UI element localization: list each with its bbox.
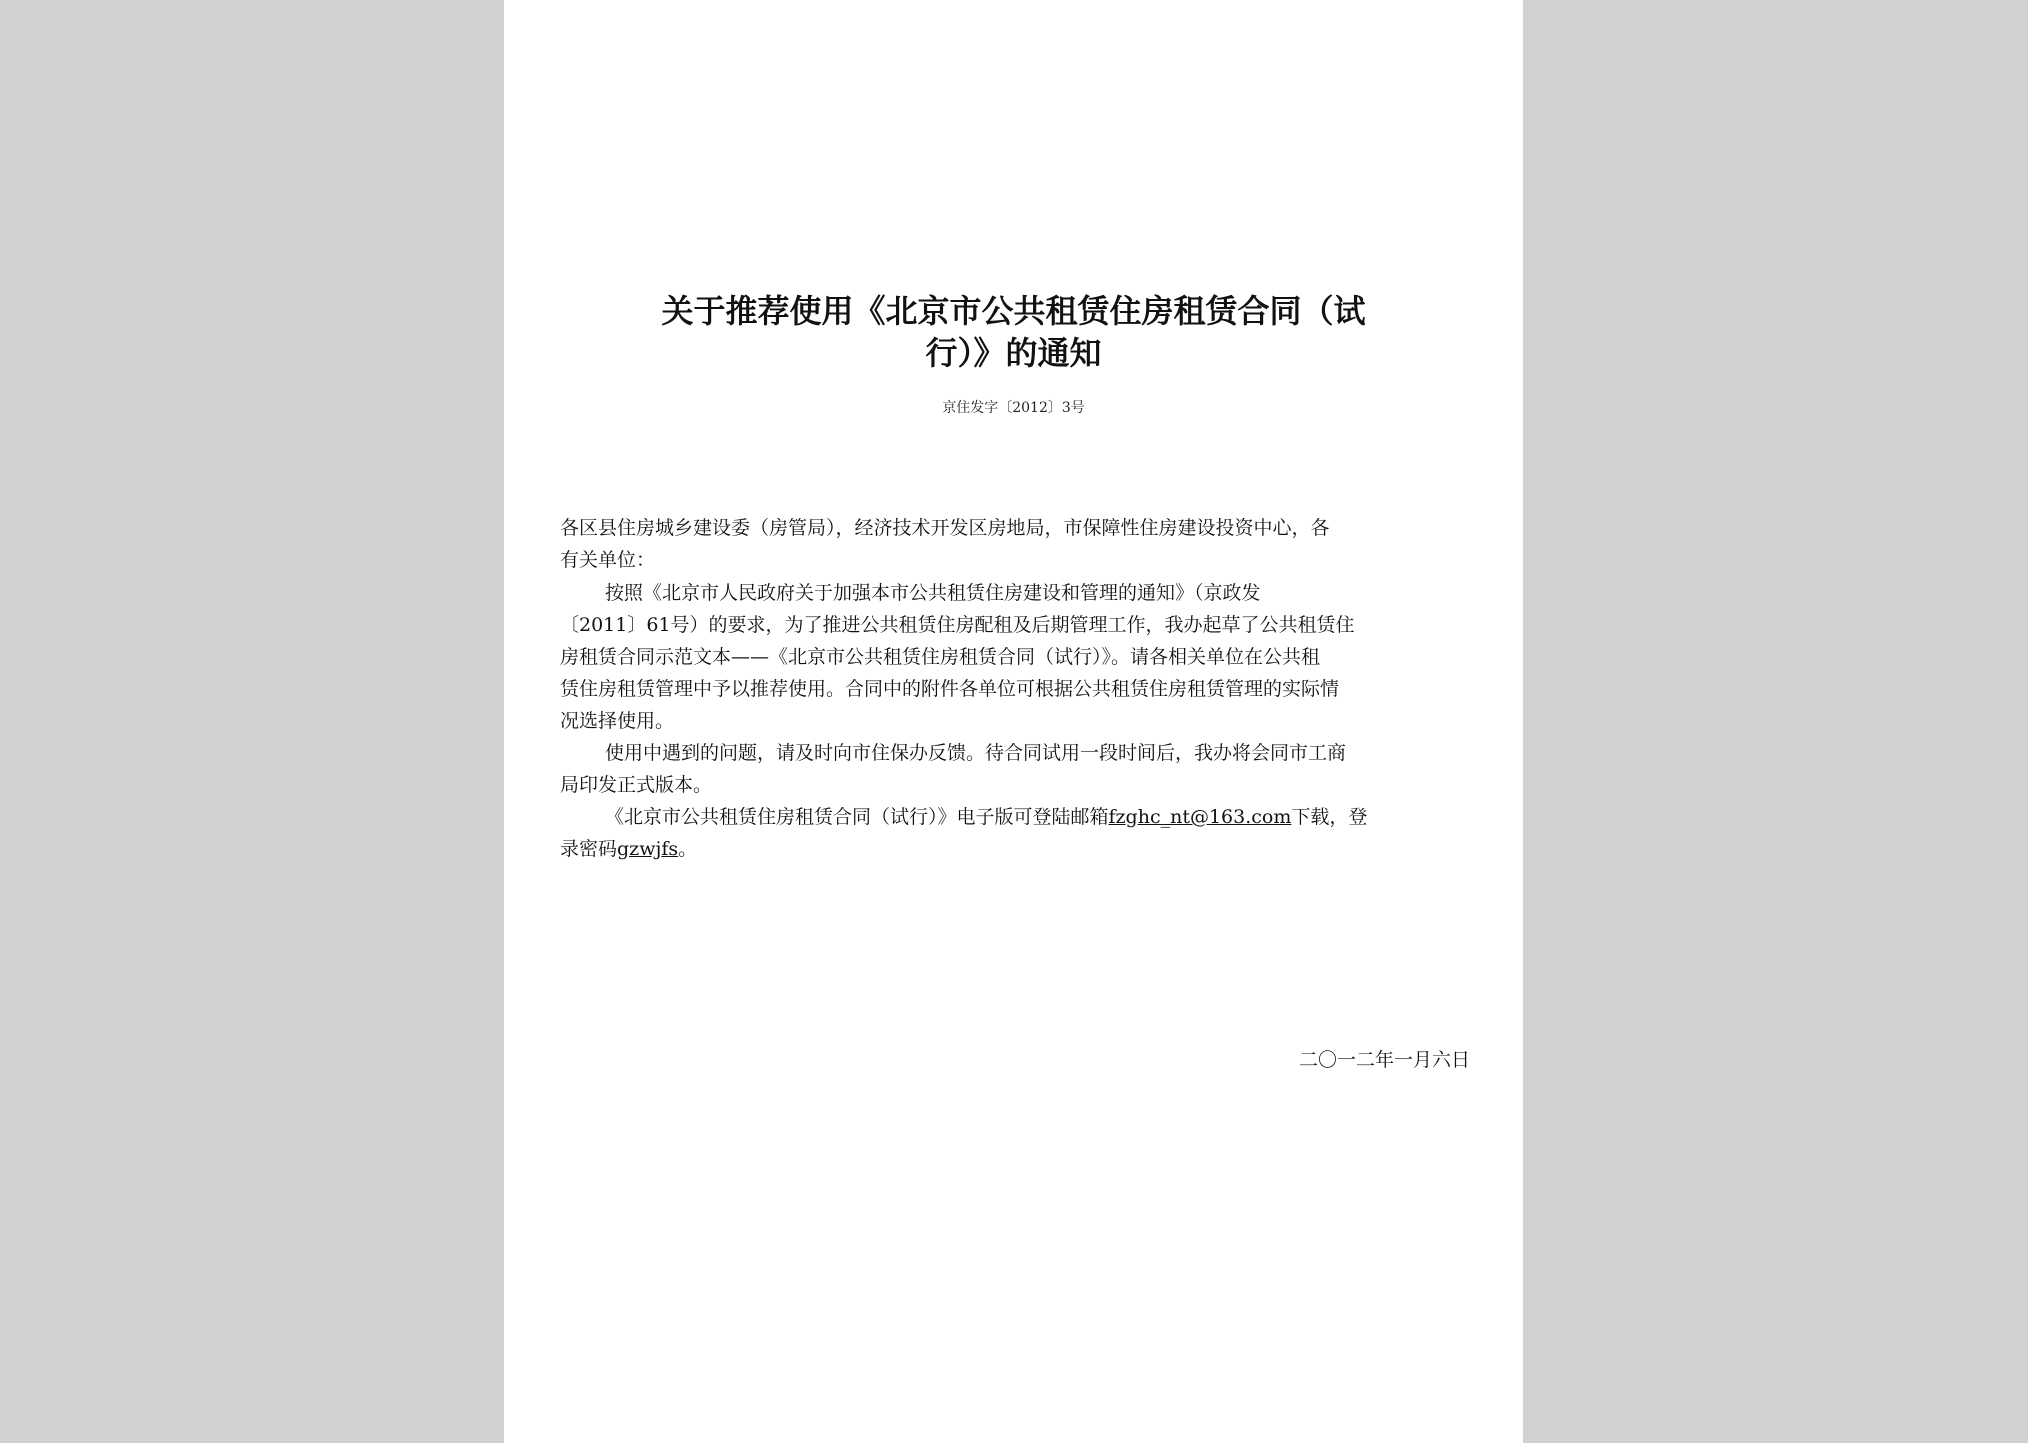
password-label: 录密码 bbox=[560, 838, 618, 860]
download-text-prefix: 《北京市公共租赁住房租赁合同（试行）》电子版可登陆邮箱 bbox=[605, 806, 1109, 828]
paragraph-line: 按照《北京市人民政府关于加强本市公共租赁住房建设和管理的通知》（京政发 bbox=[605, 582, 1261, 604]
paragraph-line: 房租赁合同示范文本——《北京市公共租赁住房租赁合同（试行）》。请各相关单位在公共租 bbox=[560, 646, 1321, 668]
document-title-line-1: 关于推荐使用《北京市公共租赁住房租赁合同（试 bbox=[661, 292, 1366, 330]
period-text: 。 bbox=[678, 838, 698, 860]
download-text-suffix: 下载，登 bbox=[1291, 806, 1368, 828]
paragraph-line: 使用中遇到的问题，请及时向市住保办反馈。待合同试用一段时间后，我办将会同市工商 bbox=[605, 742, 1347, 764]
email-link[interactable]: fzghc_nt@163.com bbox=[1108, 806, 1292, 828]
salutation-line: 有关单位： bbox=[560, 549, 656, 571]
document-page bbox=[504, 0, 1523, 1443]
paragraph-line: 况选择使用。 bbox=[560, 710, 675, 732]
document-number: 京住发字〔2012〕3号 bbox=[942, 400, 1085, 416]
paragraph-line: 〔2011〕61号）的要求，为了推进公共租赁住房配租及后期管理工作，我办起草了公共租赁住 bbox=[560, 614, 1355, 636]
paragraph-line: 局印发正式版本。 bbox=[560, 774, 713, 796]
paragraph-line: 赁住房租赁管理中予以推荐使用。合同中的附件各单位可根据公共租赁住房租赁管理的实际情 bbox=[560, 678, 1340, 700]
paragraph-line bbox=[560, 834, 697, 864]
document-title-line-2: 行）》的通知 bbox=[925, 334, 1102, 372]
paragraph-line bbox=[605, 802, 1367, 832]
salutation-line: 各区县住房城乡建设委（房管局），经济技术开发区房地局，市保障性住房建设投资中心，各 bbox=[560, 517, 1330, 539]
password-value: gzwjfs bbox=[617, 838, 679, 860]
document-date: 二〇一二年一月六日 bbox=[1298, 1049, 1470, 1071]
